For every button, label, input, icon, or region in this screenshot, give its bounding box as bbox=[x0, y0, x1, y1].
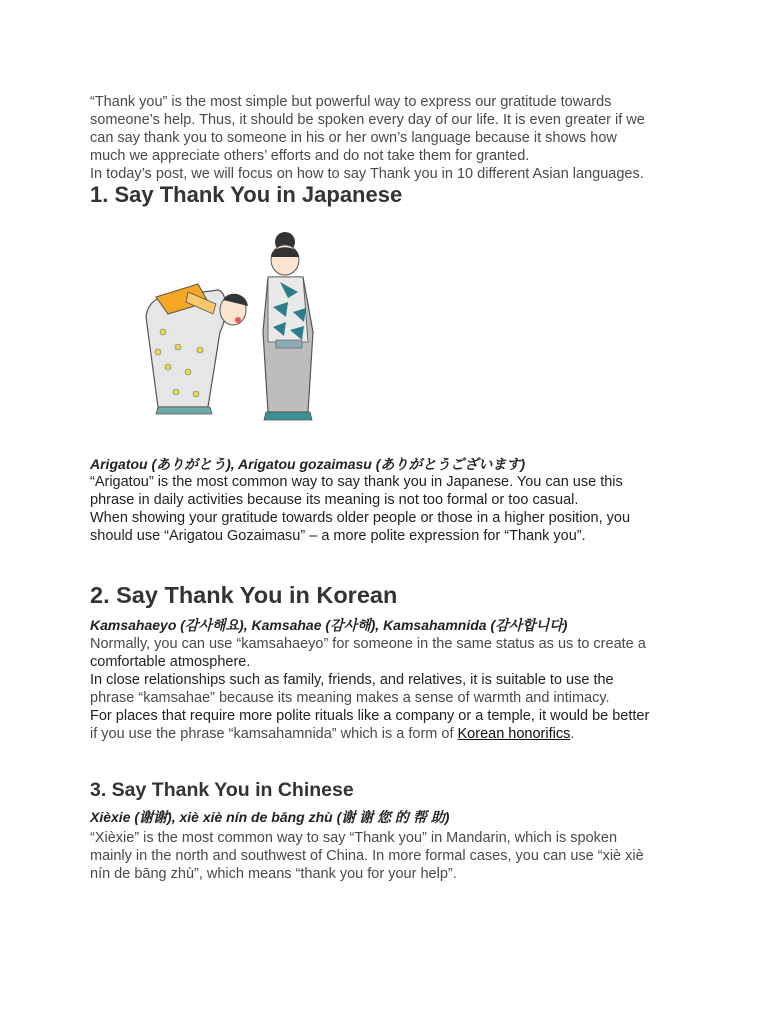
intro-line: can say thank you to someone in his or her own’s language because it shows how bbox=[90, 130, 617, 146]
chinese-paragraph bbox=[90, 829, 690, 883]
intro-line: much we appreciate others’ efforts and do not take them for granted. bbox=[90, 148, 530, 164]
korean-subheading: Kamsahaeyo (감사해요), Kamsahae (감사해), Kamsahamnida (감사합니다) bbox=[90, 617, 568, 633]
japanese-subheading: Arigatou (ありがとう), Arigatou gozaimasu (ありがとうございます) bbox=[90, 456, 526, 472]
korean-last-line bbox=[90, 725, 690, 743]
japanese-heading: 1. Say Thank You in Japanese bbox=[90, 182, 403, 207]
chinese-heading: 3. Say Thank You in Chinese bbox=[90, 779, 354, 801]
korean-last-line-prefix: if you use the phrase “kamsahamnida” which is a form of bbox=[90, 726, 458, 742]
japanese-paragraph bbox=[90, 473, 690, 545]
korean-line: For places that require more polite rituals like a company or a temple, it would be better bbox=[90, 708, 650, 724]
intro-line: someone’s help. Thus, it should be spoken every day of our life. It is even greater if we bbox=[90, 112, 645, 128]
korean-paragraph bbox=[90, 635, 690, 743]
chinese-subheading: Xièxie (谢谢), xiè xiè nín de bāng zhù (谢 谢 您 的 帮 助) bbox=[90, 809, 450, 825]
chinese-line: mainly in the north and southwest of China. In more formal cases, you can use “xiè xiè bbox=[90, 848, 644, 864]
korean-honorifics-link[interactable]: Korean honorifics bbox=[457, 726, 571, 742]
intro-line: “Thank you” is the most simple but powerful way to express our gratitude towards bbox=[90, 94, 612, 110]
intro-paragraph bbox=[90, 93, 690, 183]
intro-line: In today’s post, we will focus on how to say Thank you in 10 different Asian languages. bbox=[90, 166, 644, 182]
korean-last-line-suffix: . bbox=[570, 726, 575, 742]
korean-line: phrase “kamsahae” because its meaning makes a sense of warmth and intimacy. bbox=[90, 690, 610, 706]
korean-line: Normally, you can use “kamsahaeyo” for someone in the same status as us to create a bbox=[90, 636, 646, 652]
japanese-line: should use “Arigatou Gozaimasu” – a more polite expression for “Thank you”. bbox=[90, 528, 586, 544]
chinese-line: “Xièxie” is the most common way to say “Thank you” in Mandarin, which is spoken bbox=[90, 830, 618, 846]
korean-line: In close relationships such as family, friends, and relatives, it is suitable to use the bbox=[90, 672, 614, 688]
korean-heading: 2. Say Thank You in Korean bbox=[90, 582, 398, 608]
japanese-line: When showing your gratitude towards older people or those in a higher position, you bbox=[90, 510, 631, 526]
bowing-women-illustration bbox=[128, 222, 343, 427]
korean-line: comfortable atmosphere. bbox=[90, 654, 251, 670]
chinese-line: nín de bāng zhù”, which means “thank you for your help”. bbox=[90, 866, 457, 882]
japanese-line: “Arigatou” is the most common way to say thank you in Japanese. You can use this bbox=[90, 474, 623, 490]
bowing-woman-left bbox=[146, 284, 248, 414]
standing-woman-right bbox=[263, 232, 313, 420]
japanese-line: phrase in daily activities because its meaning is not too formal or too casual. bbox=[90, 492, 579, 508]
